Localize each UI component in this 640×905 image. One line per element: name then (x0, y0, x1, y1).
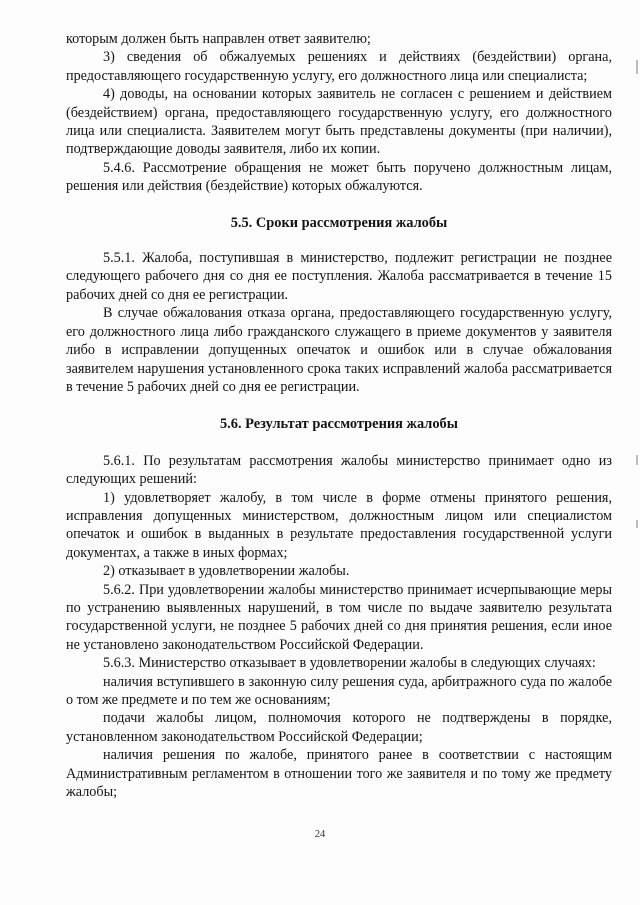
paragraph: наличия вступившего в законную силу решения суда, арбитражного суда по жалобе о том же предмете и по тем же основаниям; (66, 673, 612, 708)
section-heading-5-6: 5.6. Результат рассмотрения жалобы (219, 416, 458, 433)
paragraph: 2) отказывает в удовлетворении жалобы. (103, 563, 350, 580)
paragraph: В случае обжалования отказа органа, предоставляющего государственную услугу, его должностного лица либо гражданского служащего в приеме документов у заявителя либо в исправлении допущенных опечаток и ошибок или в случае обжалования заявителем нарушения установленного срока таких исправлений жалоба рассматривается в течение 5 рабочих дней со дня ее регистрации. (66, 305, 612, 395)
document-body (66, 30, 612, 801)
paragraph: 1) удовлетворяет жалобу, в том числе в форме отмены принятого решения, исправления допущенных министерством, должностным лицом или специалистом опечаток и ошибок в выданных в результате предоставления государственной услуги документах, а также в иных формах; (66, 489, 612, 561)
paragraph: наличия решения по жалобе, принятого ранее в соответствии с настоящим Административным регламентом в отношении того же заявителя и по тому же предмету жалобы; (66, 747, 612, 801)
paragraph: 4) доводы, на основании которых заявитель не согласен с решением и действием (бездействием) органа, предоставляющего государственную услугу, его должностного лица или специалиста. Заявителем могут быть представлены документы (при наличии), подтверждающие доводы заявителя, либо их копии. (66, 86, 612, 158)
scan-artifact (636, 520, 638, 528)
paragraph: подачи жалобы лицом, полномочия которого не подтверждены в порядке, установленном законодательством Российской Федерации; (66, 710, 612, 745)
paragraph: 5.6.2. При удовлетворении жалобы министерство принимает исчерпывающие меры по устранению выявленных нарушений, в том числе по выдаче заявителю результата государственной услуги, не позднее 5 рабочих дней со дня принятия решения, если иное не установлено законодательством Российской Федерации. (66, 581, 612, 653)
paragraph: 5.4.6. Рассмотрение обращения не может быть поручено должностным лицам, решения или действия (бездействие) которых обжалуются. (66, 159, 612, 195)
page-number: 24 (314, 829, 326, 840)
paragraph: 3) сведения об обжалуемых решениях и действиях (бездействии) органа, предоставляющего государственную услугу, его должностного лица или специалиста; (66, 49, 612, 84)
paragraph: 5.6.1. По результатам рассмотрения жалобы министерство принимает одно из следующих решений: (66, 452, 612, 488)
paragraph: 5.6.3. Министерство отказывает в удовлетворении жалобы в следующих случаях: (103, 655, 596, 672)
scan-artifact (636, 60, 638, 74)
section-heading-5-5: 5.5. Сроки рассмотрения жалобы (230, 214, 448, 231)
paragraph: которым должен быть направлен ответ заявителю; (66, 31, 371, 47)
paragraph: 5.5.1. Жалоба, поступившая в министерство, подлежит регистрации не позднее следующего рабочего дня со дня ее поступления. Жалоба рассматривается в течение 15 рабочих дней со дня ее регистрации. (66, 250, 612, 303)
scan-artifact (636, 455, 638, 465)
